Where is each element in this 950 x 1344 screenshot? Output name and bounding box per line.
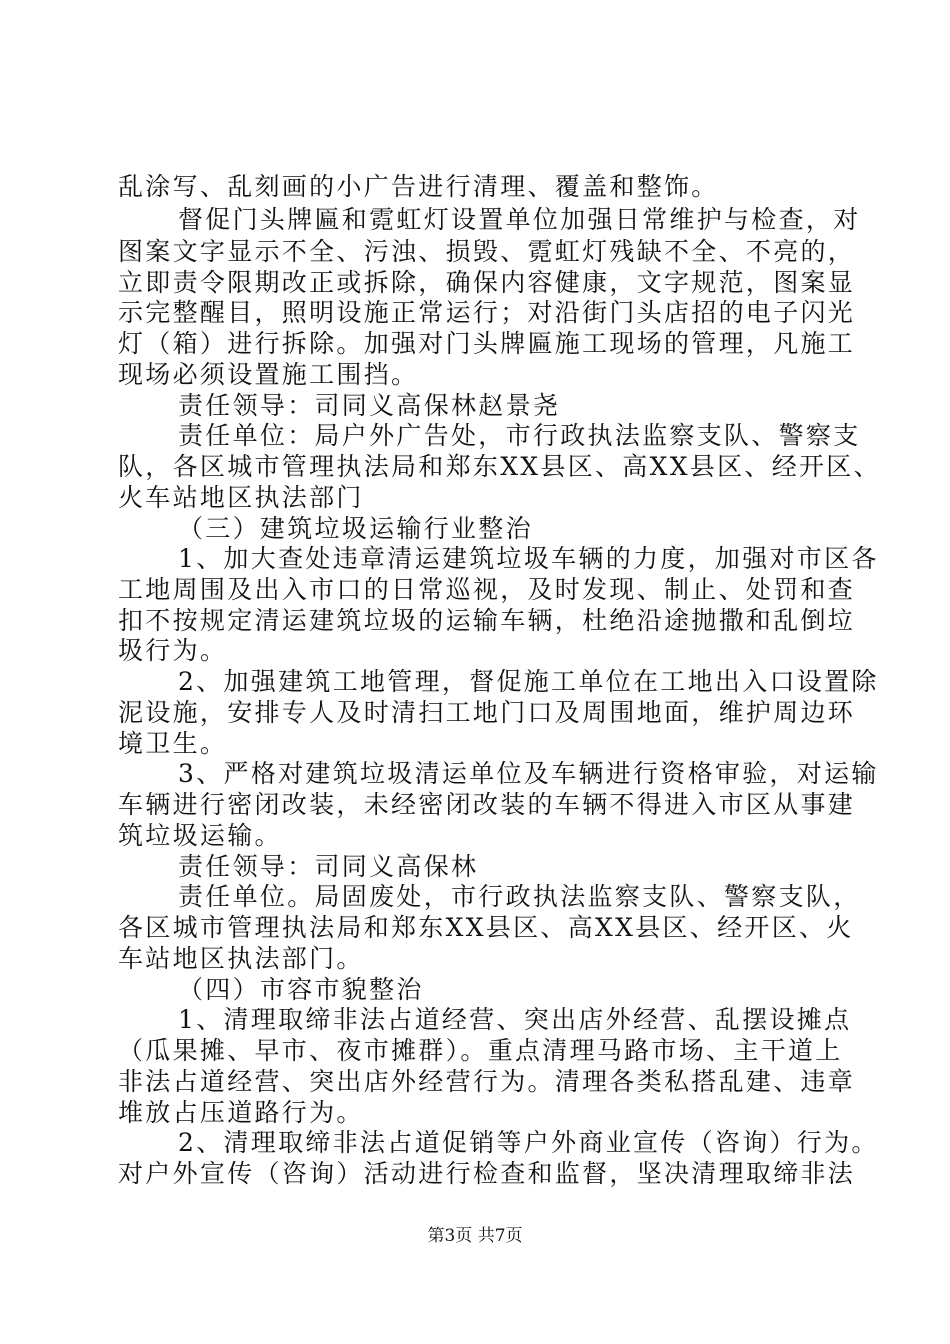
responsible-unit-line: 责任单位。局固废处，市行政执法监察支队、警察支队， [178,882,861,911]
text-line: 1、加大查处违章清运建筑垃圾车辆的力度，加强对市区各 [178,544,879,573]
text-line: 乱涂写、乱刻画的小广告进行清理、覆盖和整饰。 [118,172,719,201]
text-line: 工地周围及出入市口的日常巡视，及时发现、制止、处罚和查 [118,575,856,604]
text-line: 火车站地区执法部门 [118,483,364,512]
text-line: 圾行为。 [118,636,228,665]
text-line: （瓜果摊、早市、夜市摊群）。重点清理马路市场、主干道上 [118,1036,843,1065]
text-line: 立即责令限期改正或拆除，确保内容健康，文字规范，图案显 [118,268,856,297]
section-heading-4: （四）市容市貌整治 [178,975,424,1004]
text-line: 车辆进行密闭改装，未经密闭改装的车辆不得进入市区从事建 [118,790,856,819]
text-line: 灯（箱）进行拆除。加强对门头牌匾施工现场的管理，凡施工 [118,329,856,358]
responsible-leader-line: 责任领导：司同义高保林赵景尧 [178,391,561,420]
text-line: 车站地区执法部门。 [118,944,364,973]
text-line: 对户外宣传（咨询）活动进行检查和监督，坚决清理取缔非法 [118,1159,856,1188]
text-line: 泥设施，安排专人及时清扫工地门口及周围地面，维护周边环 [118,698,856,727]
text-line: 筑垃圾运输。 [118,821,282,850]
text-line: 2、清理取缔非法占道促销等户外商业宣传（咨询）行为。 [178,1128,879,1157]
text-line: 扣不按规定清运建筑垃圾的运输车辆，杜绝沿途抛撒和乱倒垃 [118,606,856,635]
text-line: 示完整醒目，照明设施正常运行；对沿街门头店招的电子闪光 [118,298,856,327]
responsible-leader-line: 责任领导：司同义高保林 [178,852,479,881]
text-line: 各区城市管理执法局和郑东XX县区、高XX县区、经开区、火 [118,913,854,942]
text-line: 堆放占压道路行为。 [118,1098,364,1127]
text-line: 3、严格对建筑垃圾清运单位及车辆进行资格审验，对运输 [178,759,879,788]
text-line: 2、加强建筑工地管理，督促施工单位在工地出入口设置除 [178,667,879,696]
text-line: 现场必须设置施工围挡。 [118,360,419,389]
section-heading-3: （三）建筑垃圾运输行业整治 [178,514,533,543]
text-line: 图案文字显示不全、污浊、损毁、霓虹灯残缺不全、不亮的， [118,237,856,266]
text-line: 1、清理取缔非法占道经营、突出店外经营、乱摆设摊点 [178,1005,852,1034]
page-number-footer: 第3页 共7页 [427,1226,523,1246]
responsible-unit-line: 责任单位：局户外广告处，市行政执法监察支队、警察支 [178,421,861,450]
text-line: 督促门头牌匾和霓虹灯设置单位加强日常维护与检查，对 [178,205,861,234]
text-line: 境卫生。 [118,729,228,758]
text-line: 队，各区城市管理执法局和郑东XX县区、高XX县区、经开区、 [118,452,881,481]
text-line: 非法占道经营、突出店外经营行为。清理各类私搭乱建、违章 [118,1067,856,1096]
